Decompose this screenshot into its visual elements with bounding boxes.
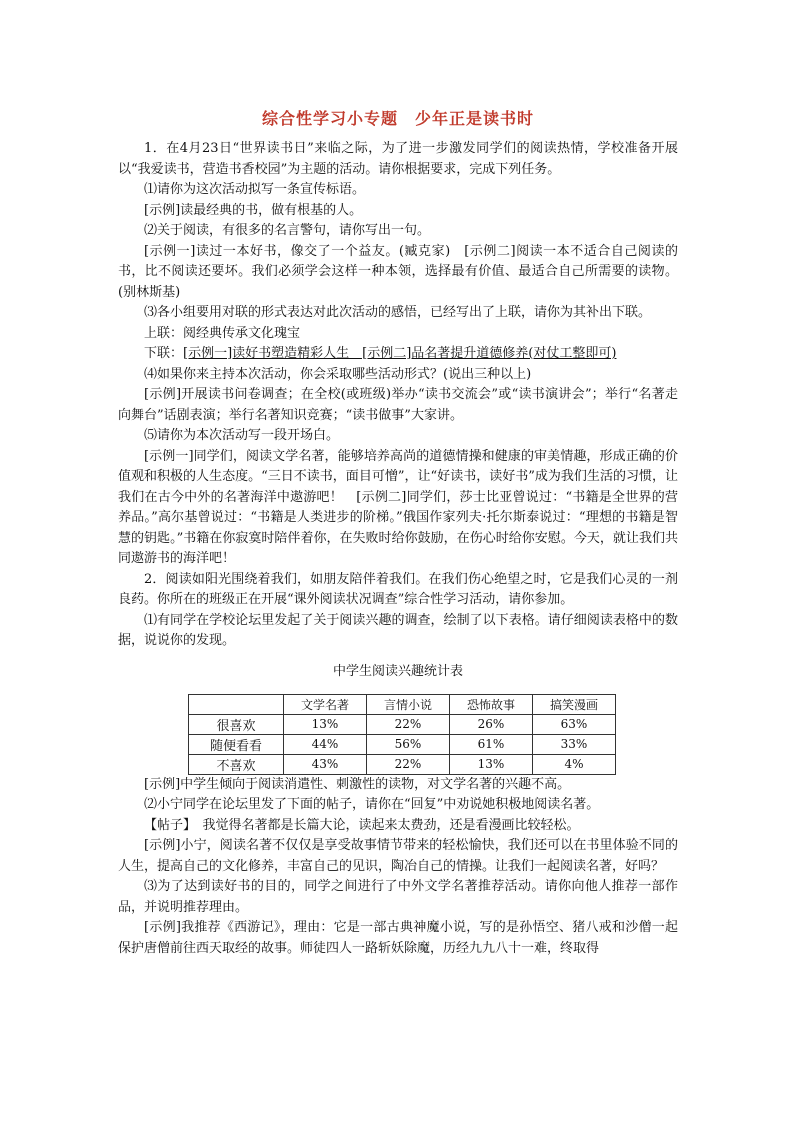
table-cell: 44% xyxy=(284,734,367,754)
table-cell: 13% xyxy=(450,754,533,774)
q1-sub3: ⑶各小组要用对联的形式表达对此次活动的感悟，已经写出了上联，请你为其补出下联。 xyxy=(144,305,652,320)
q1-answer5: [示例一]同学们，阅读文学名著，能够培养高尚的道德情操和健康的审美情趣，形成正确的价值观和积极的人生态度。“三日不读书，面目可憎”，让“好读书，读好书”成为我们生活的习惯，让我们在古今中外的名著海洋中遨游吧！ [示例二]同学们，莎士比亚曾说过：“书籍是全世界的营养品。”高尔基曾说过：“书籍是人类进步的阶梯。”俄国作家列夫·托尔斯泰说过：“理想的书籍是智慧的钥匙。”书籍在你寂寞时陪伴着你，在失败时给你鼓励，在伤心时给你安慰。今天，就让我们共同遨游书的海洋吧！ xyxy=(118,448,678,566)
table-cell: 56% xyxy=(367,734,450,754)
reading-interest-table xyxy=(188,694,616,775)
table-header-cell: 言情小说 xyxy=(367,694,450,714)
table-header-cell: 文学名著 xyxy=(284,694,367,714)
table-header-cell: 恐怖故事 xyxy=(450,694,533,714)
table-cell: 22% xyxy=(367,754,450,774)
couplet-upper: 上联：阅经典传承文化瑰宝 xyxy=(144,325,301,341)
q2-answer2: [示例]小宁，阅读名著不仅仅是享受故事情节带来的轻松愉快，我们还可以在书里体验不同的人生，提高自己的文化修养，丰富自己的见识，陶冶自己的情操。让我们一起阅读名著，好吗？ xyxy=(118,838,678,874)
document-page xyxy=(118,100,678,959)
table-row xyxy=(189,734,616,754)
table-cell: 13% xyxy=(284,714,367,734)
q2-sub1: ⑴有同学在学校论坛里发起了关于阅读兴趣的调查，绘制了以下表格。请仔细阅读表格中的数据，说说你的发现。 xyxy=(118,612,678,648)
table-cell: 4% xyxy=(533,754,616,774)
table-row-label: 不喜欢 xyxy=(189,754,284,774)
q2-intro: 2．阅读如阳光围绕着我们，如朋友陪伴着我们。在我们伤心绝望之时，它是我们心灵的一剂良药。你所在的班级正在开展“课外阅读状况调查”综合性学习活动，请你参加。 xyxy=(118,571,678,607)
table-cell: 43% xyxy=(284,754,367,774)
table-row xyxy=(189,714,616,734)
q1-answer4: [示例]开展读书问卷调查；在全校(或班级)举办“读书交流会”或“读书演讲会”；举行“名著走向舞台”话剧表演；举行名著知识竞赛；“读书做事”大家讲。 xyxy=(118,387,678,423)
couplet-lower-answer: [示例一]读好书塑造精彩人生 [示例二]品名著提升道德修养(对仗工整即可) xyxy=(183,346,617,361)
q1-intro: 1．在4月23日“世界读书日”来临之际，为了进一步激发同学们的阅读热情，学校准备开展以“我爱读书，营造书香校园”为主题的活动。请你根据要求，完成下列任务。 xyxy=(118,141,678,177)
table-header-row xyxy=(189,694,616,714)
q1-answer2: [示例一]读过一本好书，像交了一个益友。(臧克家) [示例二]阅读一本不适合自己阅读的书，比不阅读还要坏。我们必须学会这样一种本领，选择最有价值、最适合自己所需要的读物。(别林斯基) xyxy=(118,243,678,300)
document-title: 综合性学习小专题 少年正是读书时 xyxy=(261,109,534,128)
couplet-lower xyxy=(118,344,678,365)
couplet-lower-label: 下联： xyxy=(144,346,184,361)
q1-sub5: ⑸请你为本次活动写一段开场白。 xyxy=(144,428,340,443)
table-cell: 61% xyxy=(450,734,533,754)
q2-answer3: [示例]我推荐《西游记》，理由：它是一部古典神魔小说，写的是孙悟空、猪八戒和沙僧一起保护唐僧前往西天取经的故事。师徒四人一路斩妖除魔，历经九九八十一难，终取得 xyxy=(118,920,678,956)
table-header-cell: 搞笑漫画 xyxy=(533,694,616,714)
table-cell: 33% xyxy=(533,734,616,754)
table-row xyxy=(189,754,616,774)
q2-sub2: ⑵小宁同学在论坛里发了下面的帖子，请你在“回复”中劝说她积极地阅读名著。 xyxy=(144,797,600,812)
table-row-label: 随便看看 xyxy=(189,734,284,754)
q1-answer1: [示例]读最经典的书，做有根基的人。 xyxy=(144,202,363,218)
table-cell: 22% xyxy=(367,714,450,734)
table-title: 中学生阅读兴趣统计表 xyxy=(332,663,463,679)
table-header-cell xyxy=(189,694,284,714)
q1-sub4: ⑷如果你来主持本次活动，你会采取哪些活动形式？(说出三种以上) xyxy=(144,366,532,382)
table-cell: 26% xyxy=(450,714,533,734)
table-row-label: 很喜欢 xyxy=(189,714,284,734)
table-cell: 63% xyxy=(533,714,616,734)
forum-post: 【帖子】 我觉得名著都是长篇大论，读起来太费劲，还是看漫画比较轻松。 xyxy=(144,817,580,833)
q2-sub3: ⑶为了达到读好书的目的，同学之间进行了中外文学名著推荐活动。请你向他人推荐一部作品，并说明推荐理由。 xyxy=(118,879,678,915)
q1-sub1: ⑴请你为这次活动拟写一条宣传标语。 xyxy=(144,182,366,197)
q1-sub2: ⑵关于阅读，有很多的名言警句，请你写出一句。 xyxy=(144,223,431,238)
q2-answer1: [示例]中学生倾向于阅读消遣性、刺激性的读物，对文学名著的兴趣不高。 xyxy=(144,776,571,792)
